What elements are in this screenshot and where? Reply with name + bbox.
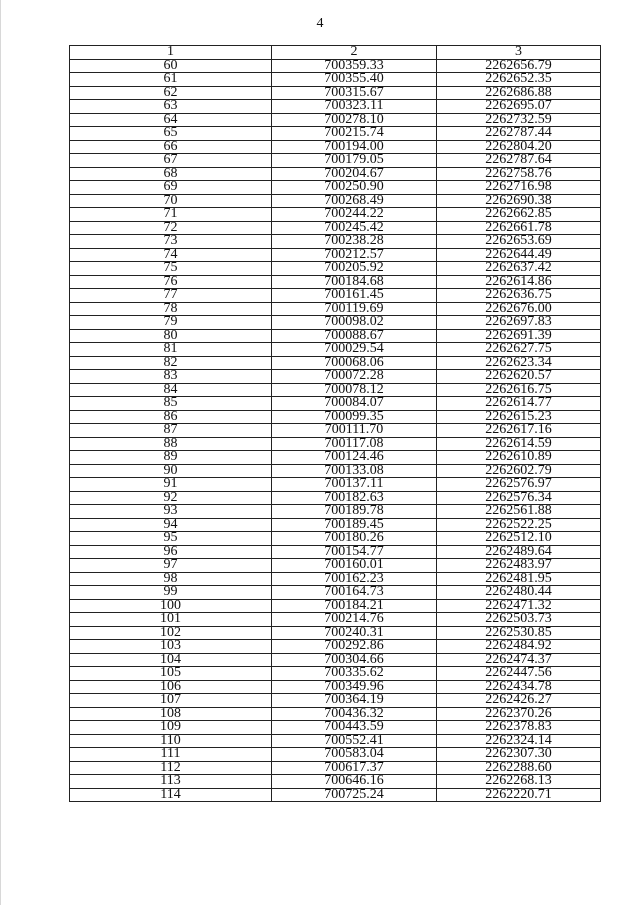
x-coordinate-cell: 700240.31 xyxy=(272,626,437,640)
table-row xyxy=(70,154,601,168)
y-coordinate-cell: 2262474.37 xyxy=(437,653,601,667)
point-number-cell: 110 xyxy=(70,734,272,748)
y-coordinate-cell: 2262686.88 xyxy=(437,86,601,100)
point-number-cell: 86 xyxy=(70,410,272,424)
point-number-cell: 69 xyxy=(70,181,272,195)
point-number-cell: 76 xyxy=(70,275,272,289)
x-coordinate-cell: 700098.02 xyxy=(272,316,437,330)
column-header-x: 2 xyxy=(272,46,437,60)
y-coordinate-cell: 2262576.97 xyxy=(437,478,601,492)
point-number-cell: 96 xyxy=(70,545,272,559)
point-number-cell: 102 xyxy=(70,626,272,640)
point-number-cell: 64 xyxy=(70,113,272,127)
point-number-cell: 63 xyxy=(70,100,272,114)
x-coordinate-cell: 700355.40 xyxy=(272,73,437,87)
y-coordinate-cell: 2262307.30 xyxy=(437,748,601,762)
point-number-cell: 105 xyxy=(70,667,272,681)
y-coordinate-cell: 2262690.38 xyxy=(437,194,601,208)
y-coordinate-cell: 2262268.13 xyxy=(437,775,601,789)
point-number-cell: 112 xyxy=(70,761,272,775)
x-coordinate-cell: 700180.26 xyxy=(272,532,437,546)
table-row xyxy=(70,640,601,654)
point-number-cell: 104 xyxy=(70,653,272,667)
x-coordinate-cell: 700359.33 xyxy=(272,59,437,73)
point-number-cell: 65 xyxy=(70,127,272,141)
y-coordinate-cell: 2262480.44 xyxy=(437,586,601,600)
y-coordinate-cell: 2262484.92 xyxy=(437,640,601,654)
table-row xyxy=(70,127,601,141)
y-coordinate-cell: 2262697.83 xyxy=(437,316,601,330)
table-body xyxy=(70,59,601,802)
x-coordinate-cell: 700292.86 xyxy=(272,640,437,654)
point-number-cell: 101 xyxy=(70,613,272,627)
table-row xyxy=(70,748,601,762)
x-coordinate-cell: 700078.12 xyxy=(272,383,437,397)
x-coordinate-cell: 700133.08 xyxy=(272,464,437,478)
y-coordinate-cell: 2262370.26 xyxy=(437,707,601,721)
x-coordinate-cell: 700119.69 xyxy=(272,302,437,316)
x-coordinate-cell: 700250.90 xyxy=(272,181,437,195)
table-row xyxy=(70,478,601,492)
table-header-row xyxy=(70,46,601,60)
x-coordinate-cell: 700162.23 xyxy=(272,572,437,586)
y-coordinate-cell: 2262503.73 xyxy=(437,613,601,627)
y-coordinate-cell: 2262662.85 xyxy=(437,208,601,222)
x-coordinate-cell: 700315.67 xyxy=(272,86,437,100)
x-coordinate-cell: 700214.76 xyxy=(272,613,437,627)
y-coordinate-cell: 2262489.64 xyxy=(437,545,601,559)
table-row xyxy=(70,181,601,195)
x-coordinate-cell: 700189.78 xyxy=(272,505,437,519)
y-coordinate-cell: 2262602.79 xyxy=(437,464,601,478)
x-coordinate-cell: 700029.54 xyxy=(272,343,437,357)
table-row xyxy=(70,73,601,87)
y-coordinate-cell: 2262481.95 xyxy=(437,572,601,586)
x-coordinate-cell: 700205.92 xyxy=(272,262,437,276)
table-row xyxy=(70,343,601,357)
point-number-cell: 92 xyxy=(70,491,272,505)
x-coordinate-cell: 700552.41 xyxy=(272,734,437,748)
point-number-cell: 68 xyxy=(70,167,272,181)
y-coordinate-cell: 2262530.85 xyxy=(437,626,601,640)
y-coordinate-cell: 2262378.83 xyxy=(437,721,601,735)
point-number-cell: 74 xyxy=(70,248,272,262)
point-number-cell: 71 xyxy=(70,208,272,222)
point-number-cell: 90 xyxy=(70,464,272,478)
point-number-cell: 103 xyxy=(70,640,272,654)
point-number-cell: 70 xyxy=(70,194,272,208)
scan-edge-line xyxy=(0,0,1,905)
x-coordinate-cell: 700323.11 xyxy=(272,100,437,114)
y-coordinate-cell: 2262695.07 xyxy=(437,100,601,114)
table-row xyxy=(70,586,601,600)
table-row xyxy=(70,613,601,627)
y-coordinate-cell: 2262324.14 xyxy=(437,734,601,748)
y-coordinate-cell: 2262288.60 xyxy=(437,761,601,775)
y-coordinate-cell: 2262691.39 xyxy=(437,329,601,343)
point-number-cell: 79 xyxy=(70,316,272,330)
table-row xyxy=(70,721,601,735)
x-coordinate-cell: 700244.22 xyxy=(272,208,437,222)
table-row xyxy=(70,505,601,519)
x-coordinate-cell: 700099.35 xyxy=(272,410,437,424)
y-coordinate-cell: 2262644.49 xyxy=(437,248,601,262)
coordinates-table xyxy=(69,45,601,802)
point-number-cell: 111 xyxy=(70,748,272,762)
y-coordinate-cell: 2262614.77 xyxy=(437,397,601,411)
point-number-cell: 60 xyxy=(70,59,272,73)
table-row xyxy=(70,100,601,114)
point-number-cell: 84 xyxy=(70,383,272,397)
table-row xyxy=(70,370,601,384)
page-number: 4 xyxy=(316,16,324,31)
point-number-cell: 62 xyxy=(70,86,272,100)
x-coordinate-cell: 700068.06 xyxy=(272,356,437,370)
x-coordinate-cell: 700161.45 xyxy=(272,289,437,303)
x-coordinate-cell: 700184.21 xyxy=(272,599,437,613)
table-row xyxy=(70,694,601,708)
x-coordinate-cell: 700335.62 xyxy=(272,667,437,681)
x-coordinate-cell: 700189.45 xyxy=(272,518,437,532)
point-number-cell: 98 xyxy=(70,572,272,586)
y-coordinate-cell: 2262652.35 xyxy=(437,73,601,87)
table-row xyxy=(70,532,601,546)
x-coordinate-cell: 700182.63 xyxy=(272,491,437,505)
point-number-cell: 106 xyxy=(70,680,272,694)
y-coordinate-cell: 2262623.34 xyxy=(437,356,601,370)
x-coordinate-cell: 700245.42 xyxy=(272,221,437,235)
x-coordinate-cell: 700184.68 xyxy=(272,275,437,289)
point-number-cell: 77 xyxy=(70,289,272,303)
x-coordinate-cell: 700583.04 xyxy=(272,748,437,762)
point-number-cell: 107 xyxy=(70,694,272,708)
x-coordinate-cell: 700725.24 xyxy=(272,788,437,802)
y-coordinate-cell: 2262758.76 xyxy=(437,167,601,181)
y-coordinate-cell: 2262561.88 xyxy=(437,505,601,519)
table-row xyxy=(70,775,601,789)
y-coordinate-cell: 2262610.89 xyxy=(437,451,601,465)
point-number-cell: 88 xyxy=(70,437,272,451)
point-number-cell: 108 xyxy=(70,707,272,721)
y-coordinate-cell: 2262637.42 xyxy=(437,262,601,276)
x-coordinate-cell: 700194.00 xyxy=(272,140,437,154)
y-coordinate-cell: 2262787.64 xyxy=(437,154,601,168)
table-row xyxy=(70,208,601,222)
point-number-cell: 97 xyxy=(70,559,272,573)
x-coordinate-cell: 700084.07 xyxy=(272,397,437,411)
y-coordinate-cell: 2262661.78 xyxy=(437,221,601,235)
x-coordinate-cell: 700617.37 xyxy=(272,761,437,775)
y-coordinate-cell: 2262617.16 xyxy=(437,424,601,438)
y-coordinate-cell: 2262676.00 xyxy=(437,302,601,316)
x-coordinate-cell: 700204.67 xyxy=(272,167,437,181)
y-coordinate-cell: 2262434.78 xyxy=(437,680,601,694)
x-coordinate-cell: 700304.66 xyxy=(272,653,437,667)
point-number-cell: 100 xyxy=(70,599,272,613)
x-coordinate-cell: 700443.59 xyxy=(272,721,437,735)
table-row xyxy=(70,235,601,249)
column-header-y: 3 xyxy=(437,46,601,60)
point-number-cell: 113 xyxy=(70,775,272,789)
y-coordinate-cell: 2262471.32 xyxy=(437,599,601,613)
table-row xyxy=(70,289,601,303)
x-coordinate-cell: 700154.77 xyxy=(272,545,437,559)
x-coordinate-cell: 700436.32 xyxy=(272,707,437,721)
point-number-cell: 72 xyxy=(70,221,272,235)
point-number-cell: 94 xyxy=(70,518,272,532)
y-coordinate-cell: 2262426.27 xyxy=(437,694,601,708)
point-number-cell: 93 xyxy=(70,505,272,519)
point-number-cell: 85 xyxy=(70,397,272,411)
y-coordinate-cell: 2262512.10 xyxy=(437,532,601,546)
table-row xyxy=(70,316,601,330)
x-coordinate-cell: 700124.46 xyxy=(272,451,437,465)
point-number-cell: 82 xyxy=(70,356,272,370)
point-number-cell: 61 xyxy=(70,73,272,87)
table-row xyxy=(70,667,601,681)
y-coordinate-cell: 2262220.71 xyxy=(437,788,601,802)
x-coordinate-cell: 700364.19 xyxy=(272,694,437,708)
y-coordinate-cell: 2262627.75 xyxy=(437,343,601,357)
column-header-point: 1 xyxy=(70,46,272,60)
point-number-cell: 91 xyxy=(70,478,272,492)
y-coordinate-cell: 2262615.23 xyxy=(437,410,601,424)
y-coordinate-cell: 2262636.75 xyxy=(437,289,601,303)
point-number-cell: 99 xyxy=(70,586,272,600)
point-number-cell: 83 xyxy=(70,370,272,384)
x-coordinate-cell: 700349.96 xyxy=(272,680,437,694)
x-coordinate-cell: 700179.05 xyxy=(272,154,437,168)
x-coordinate-cell: 700137.11 xyxy=(272,478,437,492)
x-coordinate-cell: 700160.01 xyxy=(272,559,437,573)
x-coordinate-cell: 700646.16 xyxy=(272,775,437,789)
y-coordinate-cell: 2262483.97 xyxy=(437,559,601,573)
table-row xyxy=(70,397,601,411)
y-coordinate-cell: 2262447.56 xyxy=(437,667,601,681)
y-coordinate-cell: 2262522.25 xyxy=(437,518,601,532)
point-number-cell: 67 xyxy=(70,154,272,168)
x-coordinate-cell: 700212.57 xyxy=(272,248,437,262)
y-coordinate-cell: 2262716.98 xyxy=(437,181,601,195)
point-number-cell: 80 xyxy=(70,329,272,343)
x-coordinate-cell: 700117.08 xyxy=(272,437,437,451)
table-row xyxy=(70,262,601,276)
x-coordinate-cell: 700268.49 xyxy=(272,194,437,208)
table-row xyxy=(70,424,601,438)
y-coordinate-cell: 2262576.34 xyxy=(437,491,601,505)
point-number-cell: 95 xyxy=(70,532,272,546)
point-number-cell: 75 xyxy=(70,262,272,276)
y-coordinate-cell: 2262614.86 xyxy=(437,275,601,289)
x-coordinate-cell: 700215.74 xyxy=(272,127,437,141)
point-number-cell: 87 xyxy=(70,424,272,438)
y-coordinate-cell: 2262614.59 xyxy=(437,437,601,451)
point-number-cell: 73 xyxy=(70,235,272,249)
x-coordinate-cell: 700088.67 xyxy=(272,329,437,343)
x-coordinate-cell: 700164.73 xyxy=(272,586,437,600)
table-row xyxy=(70,451,601,465)
point-number-cell: 89 xyxy=(70,451,272,465)
table-row xyxy=(70,559,601,573)
x-coordinate-cell: 700111.70 xyxy=(272,424,437,438)
table-row xyxy=(70,788,601,802)
x-coordinate-cell: 700072.28 xyxy=(272,370,437,384)
point-number-cell: 114 xyxy=(70,788,272,802)
point-number-cell: 78 xyxy=(70,302,272,316)
x-coordinate-cell: 700238.28 xyxy=(272,235,437,249)
point-number-cell: 109 xyxy=(70,721,272,735)
x-coordinate-cell: 700278.10 xyxy=(272,113,437,127)
y-coordinate-cell: 2262732.59 xyxy=(437,113,601,127)
y-coordinate-cell: 2262787.44 xyxy=(437,127,601,141)
y-coordinate-cell: 2262616.75 xyxy=(437,383,601,397)
point-number-cell: 81 xyxy=(70,343,272,357)
point-number-cell: 66 xyxy=(70,140,272,154)
y-coordinate-cell: 2262804.20 xyxy=(437,140,601,154)
y-coordinate-cell: 2262653.69 xyxy=(437,235,601,249)
y-coordinate-cell: 2262656.79 xyxy=(437,59,601,73)
y-coordinate-cell: 2262620.57 xyxy=(437,370,601,384)
